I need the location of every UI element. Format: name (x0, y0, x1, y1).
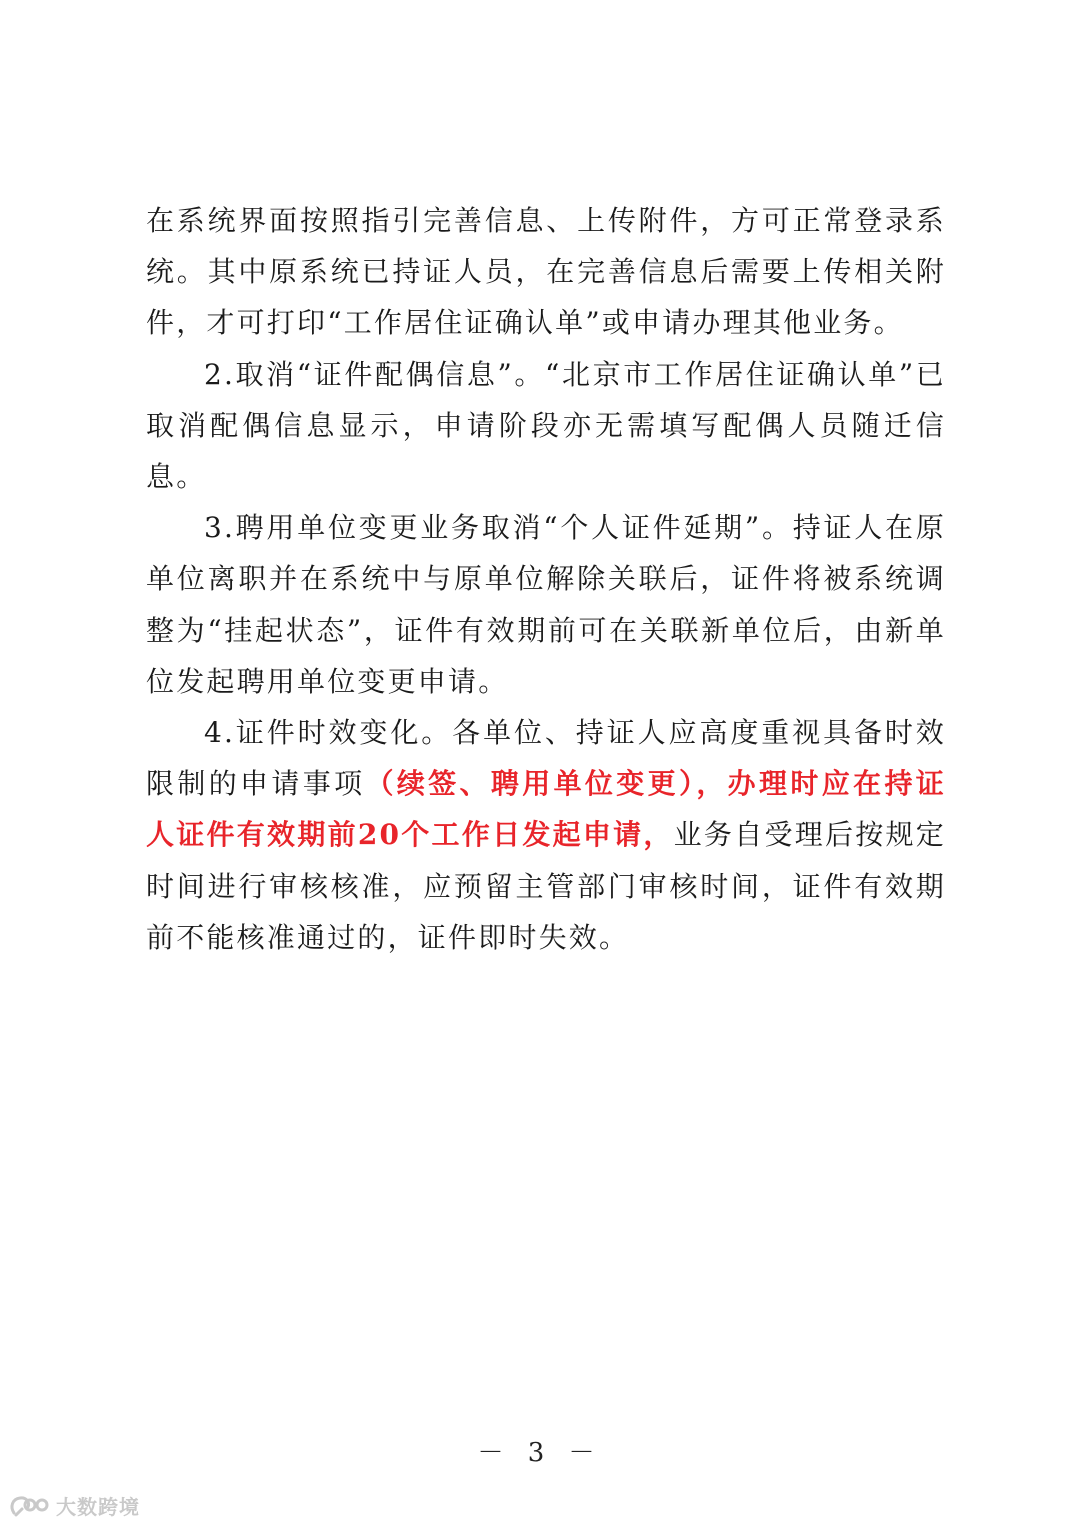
paragraph-4 (146, 707, 946, 963)
paragraph-4-end: 业务自受理后按规定时间进行审核核准，应预留主管部门审核时间，证件有效期前不能核准通过的，证件即时失效。 (146, 818, 946, 954)
watermark-text: 大数跨境 (56, 1495, 140, 1519)
paragraph-2: 2.取消“证件配偶信息”。“北京市工作居住证确认单”已取消配偶信息显示，申请阶段亦无需填写配偶人员随迁信息。 (146, 357, 946, 494)
watermark (8, 1491, 140, 1520)
paragraph-4-highlight: （续签、聘用单位变更），办理时应在持证人证件有效期前20个工作日发起申请， (146, 767, 946, 852)
brand-logo-icon (8, 1493, 52, 1519)
page-number: － 3 － (477, 1438, 603, 1468)
paragraph-3: 3.聘用单位变更业务取消“个人证件延期”。持证人在原单位离职并在系统中与原单位解除关联后，证件将被系统调整为“挂起状态”，证件有效期前可在关联新单位后，由新单位发起聘用单位变更申请。 (146, 511, 946, 698)
paragraph-1: 在系统界面按照指引完善信息、上传附件，方可正常登录系统。其中原系统已持证人员，在完善信息后需要上传相关附件，才可打印“工作居住证确认单”或申请办理其他业务。 (146, 204, 946, 340)
paragraph-4-start: 4.证件时效变化。各单位、持证人应高度重视具备时效限制的申请事项 (146, 716, 946, 801)
document-body (146, 195, 946, 963)
